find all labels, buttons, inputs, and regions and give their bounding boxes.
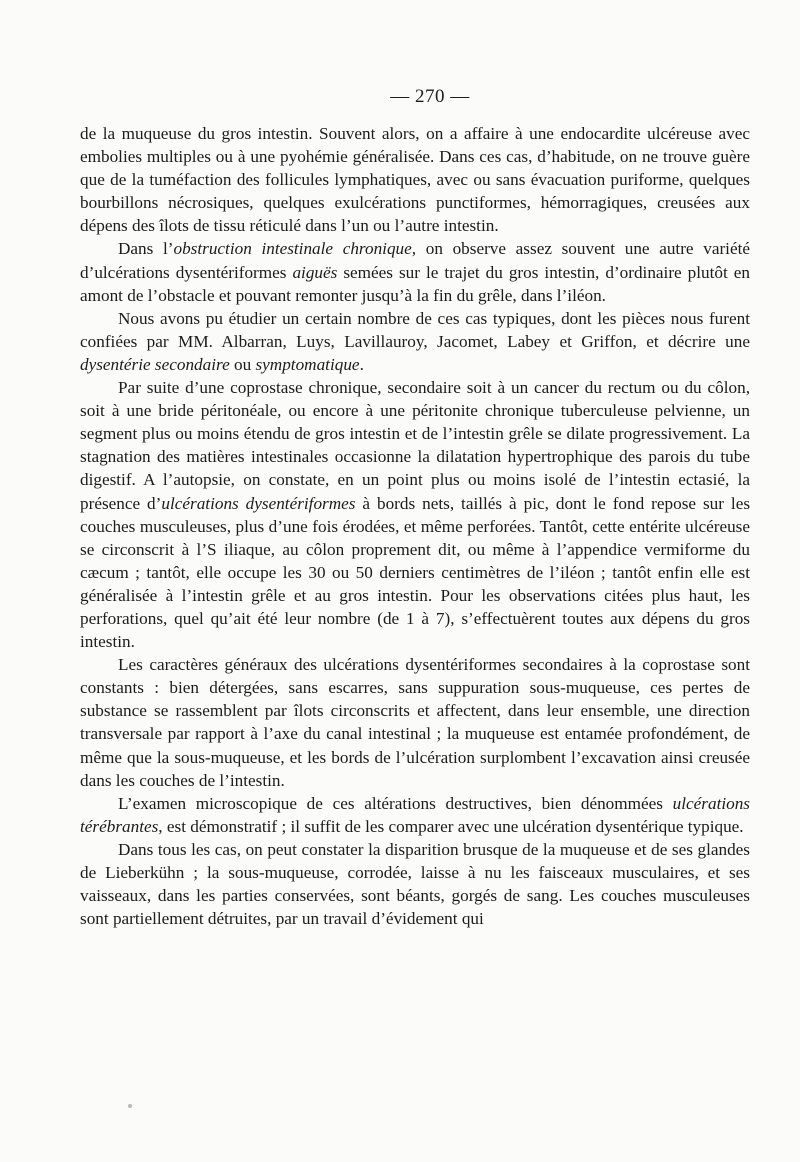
text-run: , on observe assez souvent une autre variété d’ulcérations dysentériformes bbox=[80, 239, 750, 282]
text-run: de la muqueuse du gros intestin. Souvent alors, on a affaire à une endocardite ulcéreuse avec embolies multiples ou à une pyohémie généralisée. Dans ces cas, d’habitude, on ne trouve guère que de la tuméfaction des follicules lymphatiques, avec ou sans évacuation puriforme, quelques bourbillons nécrosiques, quelques exulcérations punctiformes, hémorragiques, creusées aux dépens des îlots de tissu réticulé dans l’un ou l’autre intestin. bbox=[80, 124, 750, 236]
paragraph bbox=[80, 122, 750, 237]
italic-text: ulcérations dysentériformes bbox=[161, 493, 356, 513]
paragraph bbox=[80, 237, 750, 306]
paragraph bbox=[80, 792, 750, 838]
text-run: Par suite d’une coprostase chronique, secondaire soit à un cancer du rectum ou du côlon, soit à une bride péritonéale, ou encore à une péritonite chronique tuberculeuse pelvienne, un segment plus ou moins étendu de gros intestin et de l’intestin grêle se dilate progressivement. La stagnation des matières intestinales occasionne la dilatation hypertrophique des parois du tube digestif. A l’autopsie, on constate, en un point plus ou moins isolé de l’intestin ectasié, la présence d’ bbox=[80, 378, 750, 513]
italic-text: ulcérations térébrantes bbox=[80, 793, 750, 836]
paragraph bbox=[80, 653, 750, 792]
paper-speck bbox=[128, 1104, 132, 1108]
text-run: ou bbox=[229, 354, 256, 374]
text-run: L’examen microscopique de ces altérations destructives, bien dénommées bbox=[118, 793, 673, 813]
italic-text: symptomatique bbox=[255, 354, 360, 374]
text-run: Dans tous les cas, on peut constater la disparition brusque de la muqueuse et de ses glandes de Lieberkühn ; la sous-muqueuse, corrodée, laisse à nu les faisceaux musculaires, et ses vaisseaux, dans les parties conservées, sont béants, gorgés de sang. Les couches musculeuses sont partiellement détruites, par un travail d’évidement qui bbox=[80, 839, 750, 929]
text-run: Les caractères généraux des ulcérations dysentériformes secondaires à la coprostase sont constants : bien détergées, sans escarres, sans suppuration sous-muqueuse, ces pertes de substance se rassemblent par îlots circonscrits et affectent, dans leur ensemble, une direction transversale par rapport à l’axe du canal intestinal ; la muqueuse est entamée profondément, de même que la sous-muqueuse, et les bords de l’ulcération surplombent l’excavation ainsi creusée dans les couches de l’intestin. bbox=[80, 655, 750, 790]
text-run: , est démonstratif ; il suffit de les comparer avec une ulcération dysentérique typique. bbox=[158, 816, 744, 836]
italic-text: obstruction intestinale chronique bbox=[173, 239, 412, 259]
body-text bbox=[80, 122, 750, 930]
italic-text: dysentérie secondaire bbox=[80, 354, 230, 374]
paragraph bbox=[80, 838, 750, 930]
text-run: Dans l’ bbox=[118, 239, 174, 259]
text-run: à bords nets, taillés à pic, dont le fond repose sur les couches musculeuses, plus d’une fois érodées, et même perforées. Tantôt, cette entérite ulcéreuse se circonscrit à l’S iliaque, au côlon proprement dit, ou même à l’appendice vermiforme du cæcum ; tantôt, elle occupe les 30 ou 50 derniers centimètres de l’iléon ; tantôt enfin elle est généralisée à l’intestin grêle et au gros intestin. Pour les observations citées plus haut, les perforations, quel qu’ait été leur nombre (de 1 à 7), s’effectuèrent toutes aux dépens du gros intestin. bbox=[80, 493, 751, 652]
italic-text: aiguës bbox=[292, 262, 338, 282]
text-run: Nous avons pu étudier un certain nombre de ces cas typiques, dont les pièces nous furent confiées par MM. Albarran, Luys, Lavillauroy, Jacomet, Labey et Griffon, et décrire une bbox=[80, 308, 750, 351]
text-run: semées sur le trajet du gros intestin, d’ordinaire plutôt en amont de l’obstacle et pouvant remonter jusqu’à la fin du grêle, dans l’iléon. bbox=[80, 262, 750, 305]
paragraph bbox=[80, 307, 750, 376]
text-run: . bbox=[359, 354, 364, 374]
page-number: — 270 — bbox=[390, 86, 470, 107]
paragraph bbox=[80, 376, 750, 653]
